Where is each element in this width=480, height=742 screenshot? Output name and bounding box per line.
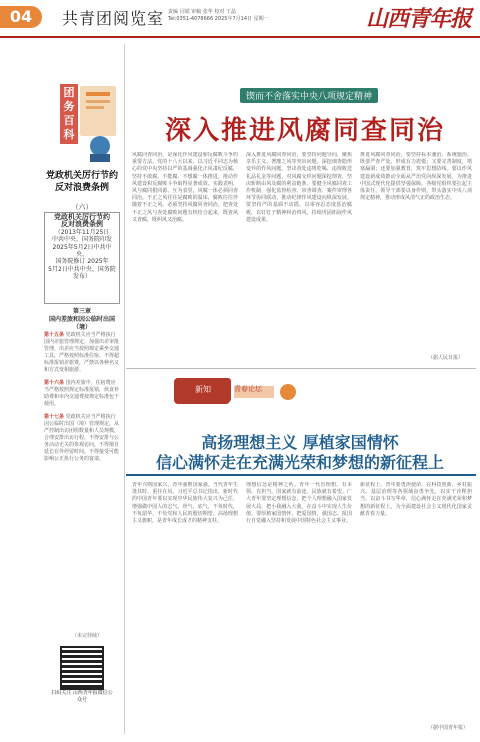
sidebar-end-note: （未完待续） <box>72 633 103 639</box>
chapter-number: 第三章 <box>72 308 91 315</box>
article2-col2: 理想信念是精神之钙。青年一代有理想、有本领、有担当，国家就有前途，民族就有希望。广大青年要坚定理想信念，把个人理想融入国家发展大局，把小我融入大我，在奋斗中实现人生价值。要厚植家国情怀，把爱国情、强国志、报国行自觉融入坚持和发展中国特色社会主义事业。 <box>246 482 352 525</box>
sidebar-title: 党政机关厉行节约反对浪费条例 <box>45 171 118 193</box>
column-name: 共青团阅览室 <box>62 9 165 28</box>
article-number: 第十七条 <box>44 414 65 420</box>
article2-badge-sub: 青春论坛 <box>234 385 262 393</box>
sidebar-illustration <box>74 82 118 164</box>
doc-line: 反对浪费条例 <box>61 220 103 229</box>
doc-line: 2025年5月2日中共中央、 <box>52 243 112 259</box>
article-separator <box>126 368 476 369</box>
sidebar-part: （六） <box>71 203 93 211</box>
article2-subtitle: 信心满怀走在充满光荣和梦想的新征程上 <box>155 453 444 472</box>
doc-line: 5月2日中共中央、国务院发布） <box>48 265 116 281</box>
article2-title-rule <box>126 474 476 476</box>
doc-line: （2013年11月25日 <box>54 228 110 236</box>
article-number: 第十六条 <box>44 380 65 386</box>
page-number: 04 <box>0 6 42 28</box>
article2-title: 高扬理想主义 厚植家国情怀 <box>201 433 399 452</box>
doc-line: 党政机关厉行节约 <box>54 213 110 221</box>
article1-col1: 风腐同查同治，是深化作风建设和反腐败斗争的重要方法。党的十八大以来，以习近平同志为核心的党中央坚持以严的基调强化正风肃纪反腐，坚持不敢腐、不能腐、不想腐一体推进，推动作风建设和反腐败斗争取得显著成效。实践表明，风与腐同根同源、互为表里，风腐一体必须同查同治。不正之风往往是腐败的温床，腐败往往伴随着不正之风。必须坚持风腐同查同治，把查处不正之风与查处腐败问题有机结合起来，既查风又查腐，既纠风又治腐。 <box>132 152 238 223</box>
article-item <box>44 380 120 408</box>
article1-tag: 锲而不舍落实中央八项规定精神 <box>240 88 378 103</box>
sidebar-doc-info <box>48 214 116 281</box>
sidebar-chapter <box>44 308 120 332</box>
article-text: 党政机关应当严格执行国内差旅管理规定，加强出差审批管理，出差应当按照规定乘坐交通工具，严格按照标准住宿，不得超标准报销差旅费，严禁以各种名义和方式变相旅游。 <box>44 332 120 373</box>
article2-badge: 新知 <box>175 378 231 402</box>
header-meta-date: Tel:0351-4078666 2025年7月14日 星期一 <box>168 16 269 22</box>
sidebar-articles <box>44 332 120 463</box>
doc-line: 中共中央、国务院印发 <box>51 236 112 244</box>
doc-line: 国务院修订 2025年 <box>55 258 109 266</box>
qr-code <box>60 646 104 690</box>
article-item <box>44 414 120 463</box>
header-meta <box>168 9 269 23</box>
article2-source: （据中国青年报） <box>428 725 469 731</box>
article-item <box>44 332 120 374</box>
qr-caption: 扫码关注 山西青年报微信公众号 <box>51 690 113 703</box>
article-number: 第十五条 <box>44 332 65 338</box>
article1-col3: 推进风腐同查同治，要坚持标本兼治、系统施治。既要严查严处，形成有力震慑；又要完善制度，堵塞漏洞；还要加强教育，筑牢思想防线。要以作风建设新成效推动全面从严治党向纵深发展，为推进中国式现代化提供坚强保障。各级党组织要扛起主体责任，领导干部要以身作则，带头落实中央八项规定精神，推动形成风清气正的政治生态。 <box>360 152 472 202</box>
article1-title: 深入推进风腐同查同治 <box>164 116 445 146</box>
chapter-title: 国内差旅和因公临时出国（境） <box>48 316 115 331</box>
article2-col3: 新征程上，青年要勇担使命，在科技创新、乡村振兴、基层治理等各领域奋勇争先，以实干诠释担当，以奋斗书写华章，信心满怀走在充满光荣和梦想的新征程上，为全面建设社会主义现代化国家贡献青春力量。 <box>360 482 472 517</box>
sidebar-kicker: 团务百科 <box>60 84 78 144</box>
article2-col1: 青年兴则国家兴，青年强则国家强。当代青年生逢其时，重任在肩。习近平总书记指出，新时代的中国青年要以实现中华民族伟大复兴为己任，增强做中国人的志气、骨气、底气，不负时代，不负韶华，不负党和人民的殷切期望。高扬理想主义旗帜，是青年成长成才的精神支柱。 <box>132 482 238 525</box>
article-text: 国内差旅中，住宿费应当严格按照规定标准报销，伙食补助费和市内交通费按规定标准包干使用。 <box>44 380 120 407</box>
article1-source: （据人民日报） <box>428 355 464 361</box>
column-divider <box>124 44 125 734</box>
article1-col2: 深入推进风腐同查同治，要坚持问题导向，聚焦享乐主义、奢靡之风等突出问题，深挖细查隐形变异的作风问题，坚决查处违规吃喝、违规收送礼品礼金等问题，对风腐交织问题深挖彻查，坚决斩断由风及腐的利益链条。要健全风腐同查工作机制，强化监督检查、审查调查、案件审理各环节协同联动，推动纪律作风建设向纵深发展。要坚持严的基调不动摇，以零容忍态度惩治腐败，以钉钉子精神纠治四风，持续巩固拓展作风建设成果。 <box>246 152 352 223</box>
newspaper-logo: 山西青年报 <box>366 6 472 32</box>
article-text: 党政机关应当严格执行因公临时出国（境）管理规定，从严控制出访团组数量和人员规模，合理安排出访行程，不得安排与公务活动无关的参观访问，不得擅自延长在外停留时间，不得接受可能影响公正执行公务的宴请。 <box>44 414 120 462</box>
header-rule <box>0 36 480 38</box>
header-meta-editors: 责编 闫娟 审稿 张华 校对 王晶 <box>168 9 236 15</box>
